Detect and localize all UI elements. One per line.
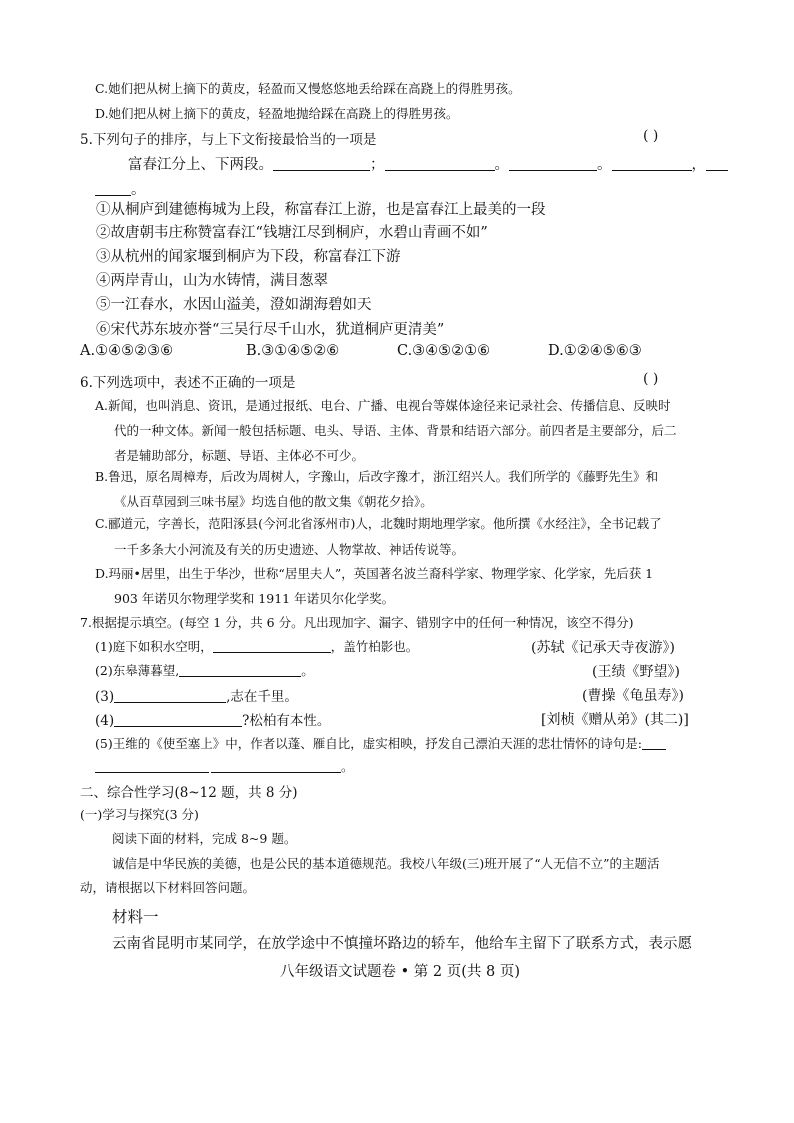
q6-option-c: C.郦道元，字善长，范阳涿县(今河北省涿州市)人，北魏时期地理学家。他所撰《水经注》，全书记载了 (95, 516, 662, 531)
q7-line-5-cont: 。 (95, 757, 354, 775)
q7-blank-5b (95, 760, 209, 774)
q6-option-b-cont: 《从百草园到三味书屋》均选自他的散文集《朝花夕拾》。 (114, 494, 433, 509)
q7-source-4: [刘桢《赠从弟》(其二)] (541, 712, 689, 728)
section-2-intro: 诚信是中华民族的美德，也是公民的基本道德规范。我校八年级(三)班开展了“人无信不立”的主题活 (112, 856, 660, 871)
q5-blank-5b (95, 181, 131, 197)
q5-item: ⑤一江春水，水因山溢美，澄如湖海碧如天 (96, 297, 372, 313)
q5-blank-line: 富春江分上、下两段。 ； 。 。 ， (128, 153, 728, 174)
q7-line-4: (4) ?松柏有本性。 (95, 713, 331, 729)
q7-source-1: (苏轼《记承天寺夜游》) (531, 640, 675, 656)
q7-line-5: (5)王维的《使至塞上》中，作者以蓬、雁自比，虚实相映，抒发自己漂泊天涯的悲壮情怀的诗句是: (95, 734, 666, 752)
q7-stem: 7.根据提示填空。(每空 1 分，共 6 分。凡出现加字、漏字、错别字中的任何一种情况，该空不得分) (80, 615, 634, 630)
q4-option-c: C.她们把从树上摘下的黄皮，轻盈而又慢悠悠地丢给踩在高跷上的得胜男孩。 (95, 81, 521, 96)
section-2-intro-cont: 动，请根据以下材料回答问题。 (80, 880, 256, 895)
q7-blank-2 (179, 664, 301, 678)
q6-option-a: A.新闻，也叫消息、资讯，是通过报纸、电台、广播、电视台等媒体途径来记录社会、传播信息、反映时 (95, 398, 671, 413)
section-2-title: 二、综合性学习(8~12 题，共 8 分) (80, 785, 298, 801)
section-2-subtitle: (一)学习与探究(3 分) (80, 807, 199, 822)
q5-blank-3 (509, 156, 597, 172)
q6-option-a-cont: 代的一种文体。新闻一般包括标题、电头、导语、主体、背景和结语六部分。前四者是主要部分，后二 (114, 423, 677, 438)
q6-option-a-cont: 者是辅助部分，标题、导语、主体必不可少。 (114, 448, 365, 463)
q6-option-c-cont: 一千多条大小河流及有关的历史遗迹、人物掌故、神话传说等。 (114, 542, 465, 557)
q6-option-b: B.鲁迅，原名周樟寿，后改为周树人，字豫山，后改字豫才，浙江绍兴人。我们所学的《藤野先生》和 (95, 469, 659, 484)
q5-stem: 5.下列句子的排序，与上下文衔接最恰当的一项是 (80, 132, 377, 148)
q6-stem: 6.下列选项中，表述不正确的一项是 (80, 375, 296, 391)
section-2-instruction: 阅读下面的材料，完成 8~9 题。 (112, 831, 297, 846)
q7-blank-1 (213, 640, 331, 654)
q5-choice-d: D.①②④⑤⑥③ (548, 343, 642, 359)
q6-option-d: D.玛丽•居里，出生于华沙，世称“居里夫人”，英国著名波兰裔科学家、物理学家、化学家，先后获 1 (95, 566, 654, 581)
q5-item: ①从桐庐到建德梅城为上段，称富春江上游，也是富春江上最美的一段 (96, 202, 546, 218)
q7-blank-5c (211, 760, 341, 774)
q7-blank-4 (114, 713, 242, 728)
q5-answer-paren: ( ) (643, 128, 659, 144)
q5-item: ④两岸青山，山为水铸情，满目葱翠 (96, 273, 328, 289)
q5-choice-b: B.③①④⑤②⑥ (246, 343, 340, 359)
q5-lead: 富春江分上、下两段。 (128, 157, 273, 173)
material-1-text: 云南省昆明市某同学，在放学途中不慎撞坏路边的轿车，他给车主留下了联系方式，表示愿 (112, 936, 692, 952)
material-1-title: 材料一 (112, 908, 159, 926)
q5-item: ⑥宋代苏东坡亦誉“三吴行尽千山水，犹道桐庐更清美” (96, 322, 445, 338)
q7-source-3: (曹操《龟虽寿》) (582, 688, 684, 704)
q7-source-2: (王绩《野望》) (592, 664, 680, 680)
q6-option-d-cont: 903 年诺贝尔物理学奖和 1911 年诺贝尔化学奖。 (114, 591, 395, 606)
q7-blank-5a (642, 737, 666, 751)
q5-blank-continued: 。 (95, 178, 146, 199)
q5-blank-1 (273, 156, 370, 172)
q5-blank-2 (385, 156, 495, 172)
q7-line-1: (1)庭下如积水空明， ，盖竹柏影也。 (95, 639, 419, 654)
q5-choice-a: A.①④⑤②③⑥ (80, 343, 174, 359)
q5-blank-4 (612, 156, 692, 172)
q7-blank-3 (114, 689, 226, 704)
page-footer: 八年级语文试题卷 • 第 2 页(共 8 页) (280, 964, 520, 980)
q7-line-2: (2)东皋薄暮望, 。 (95, 663, 314, 678)
q7-line-3: (3) ,志在千里。 (95, 689, 298, 705)
q5-blank-5a (706, 156, 728, 172)
q5-choice-c: C.③④⑤②①⑥ (397, 343, 491, 359)
q4-option-d: D.她们把从树上摘下的黄皮，轻盈地抛给踩在高跷上的得胜男孩。 (95, 106, 459, 121)
q6-answer-paren: ( ) (643, 371, 659, 387)
q5-item: ③从杭州的闻家堰到桐庐为下段，称富春江下游 (96, 249, 401, 265)
q5-item: ②故唐朝韦庄称赞富春江“钱塘江尽到桐庐，水碧山青画不如” (96, 225, 488, 241)
